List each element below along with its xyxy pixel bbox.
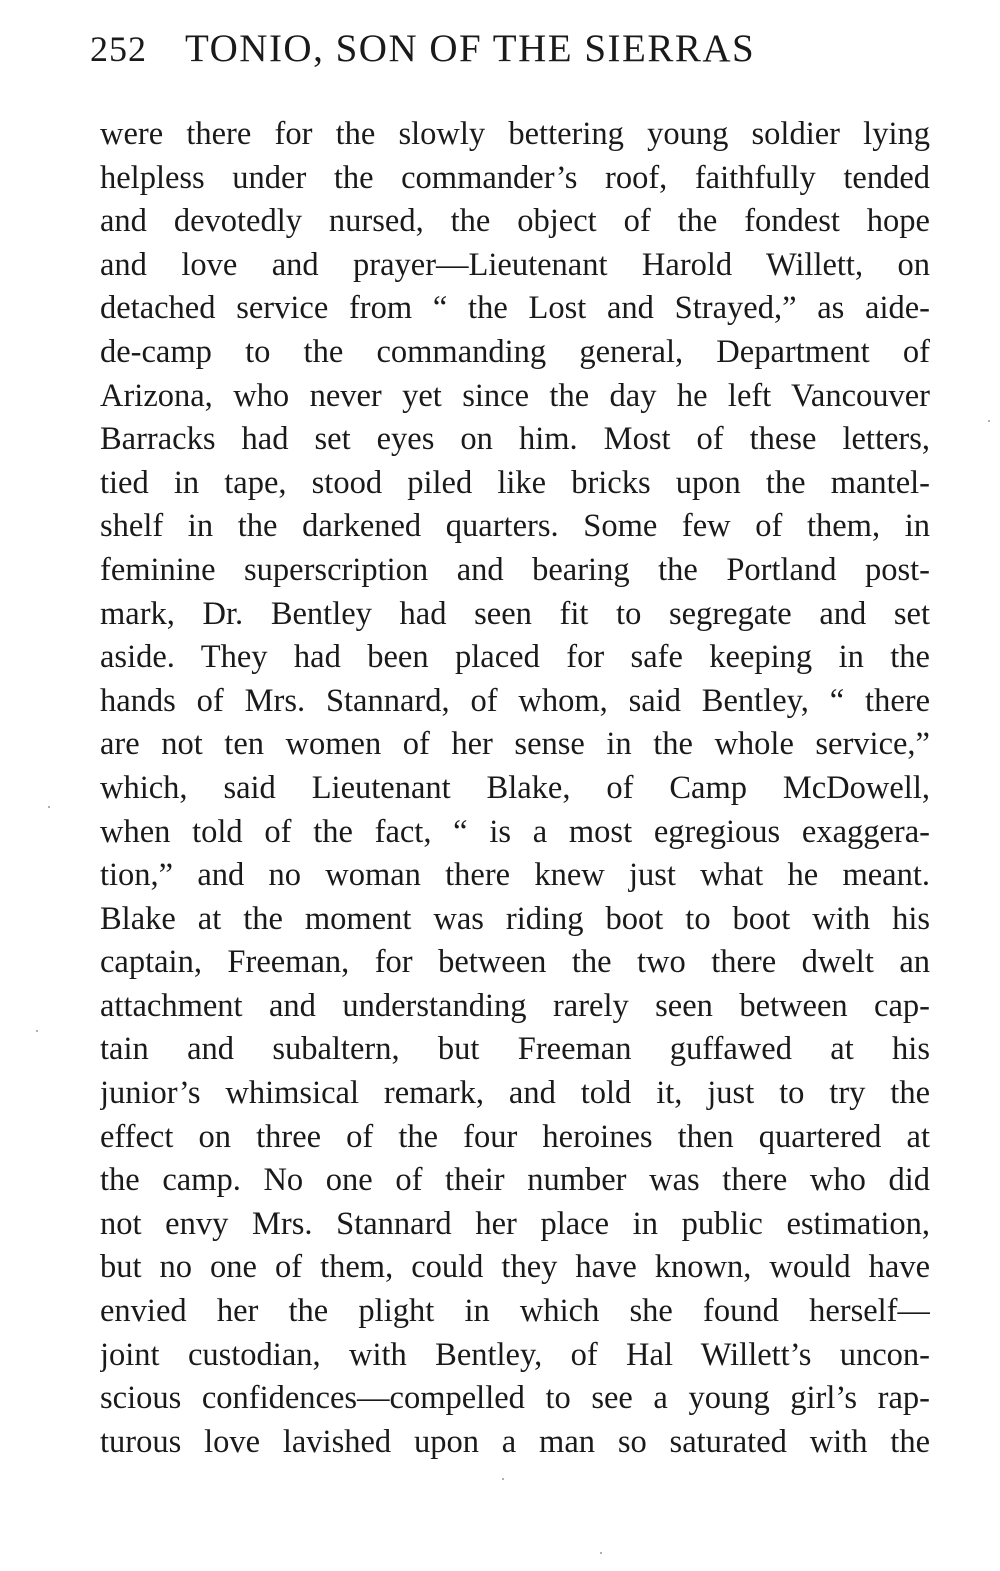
text-line: are not ten women of her sense in the whole service,”: [100, 726, 930, 763]
body-text: [100, 113, 930, 1464]
scan-speck: [988, 420, 990, 422]
text-line: the camp. No one of their number was there who did: [100, 1162, 930, 1199]
text-line: when told of the fact, “ is a most egregious exaggera-: [100, 813, 930, 850]
text-line: captain, Freeman, for between the two there dwelt an: [100, 944, 930, 981]
text-line: Barracks had set eyes on him. Most of these letters,: [100, 421, 930, 458]
text-line: envied her the plight in which she found herself—: [100, 1293, 930, 1330]
text-line: turous love lavished upon a man so saturated with the: [100, 1423, 930, 1460]
text-line: mark, Dr. Bentley had seen fit to segregate and set: [100, 595, 930, 632]
scan-speck: [48, 806, 50, 808]
text-line: detached service from “ the Lost and Strayed,” as aide-: [100, 290, 930, 327]
text-line: not envy Mrs. Stannard her place in public estimation,: [100, 1205, 930, 1242]
scan-speck: [600, 1552, 602, 1554]
text-line: helpless under the commander’s roof, faithfully tended: [100, 159, 930, 196]
running-head: [90, 26, 910, 76]
text-line: hands of Mrs. Stannard, of whom, said Bentley, “ there: [100, 682, 930, 719]
text-line: de-camp to the commanding general, Department of: [100, 333, 930, 370]
text-line: junior’s whimsical remark, and told it, just to try the: [100, 1075, 930, 1112]
text-line: Arizona, who never yet since the day he left Vancouver: [100, 377, 930, 414]
running-title: TONIO, SON OF THE SIERRAS: [185, 27, 756, 70]
text-line: but no one of them, could they have known, would have: [100, 1249, 930, 1286]
text-line: and devotedly nursed, the object of the fondest hope: [100, 203, 930, 240]
text-line: shelf in the darkened quarters. Some few of them, in: [100, 508, 930, 545]
text-line: aside. They had been placed for safe keeping in the: [100, 639, 930, 676]
scan-speck: [36, 1030, 38, 1032]
text-line: which, said Lieutenant Blake, of Camp McDowell,: [100, 769, 930, 806]
text-line: were there for the slowly bettering young soldier lying: [100, 116, 930, 152]
text-line: effect on three of the four heroines then quartered at: [100, 1118, 930, 1155]
text-line: attachment and understanding rarely seen between cap-: [100, 987, 930, 1024]
text-line: tied in tape, stood piled like bricks upon the mantel-: [100, 464, 930, 501]
scan-speck: [502, 1478, 504, 1480]
text-line: Blake at the moment was riding boot to boot with his: [100, 900, 930, 937]
text-line: tain and subaltern, but Freeman guffawed at his: [100, 1031, 930, 1068]
text-line: and love and prayer—Lieutenant Harold Willett, on: [100, 246, 930, 283]
text-line: tion,” and no woman there knew just what he meant.: [100, 857, 930, 894]
text-line: joint custodian, with Bentley, of Hal Willett’s uncon-: [100, 1336, 930, 1373]
text-line: scious confidences—compelled to see a young girl’s rap-: [100, 1380, 930, 1417]
text-line: feminine superscription and bearing the Portland post-: [100, 551, 930, 588]
page-number: 252: [90, 29, 147, 69]
